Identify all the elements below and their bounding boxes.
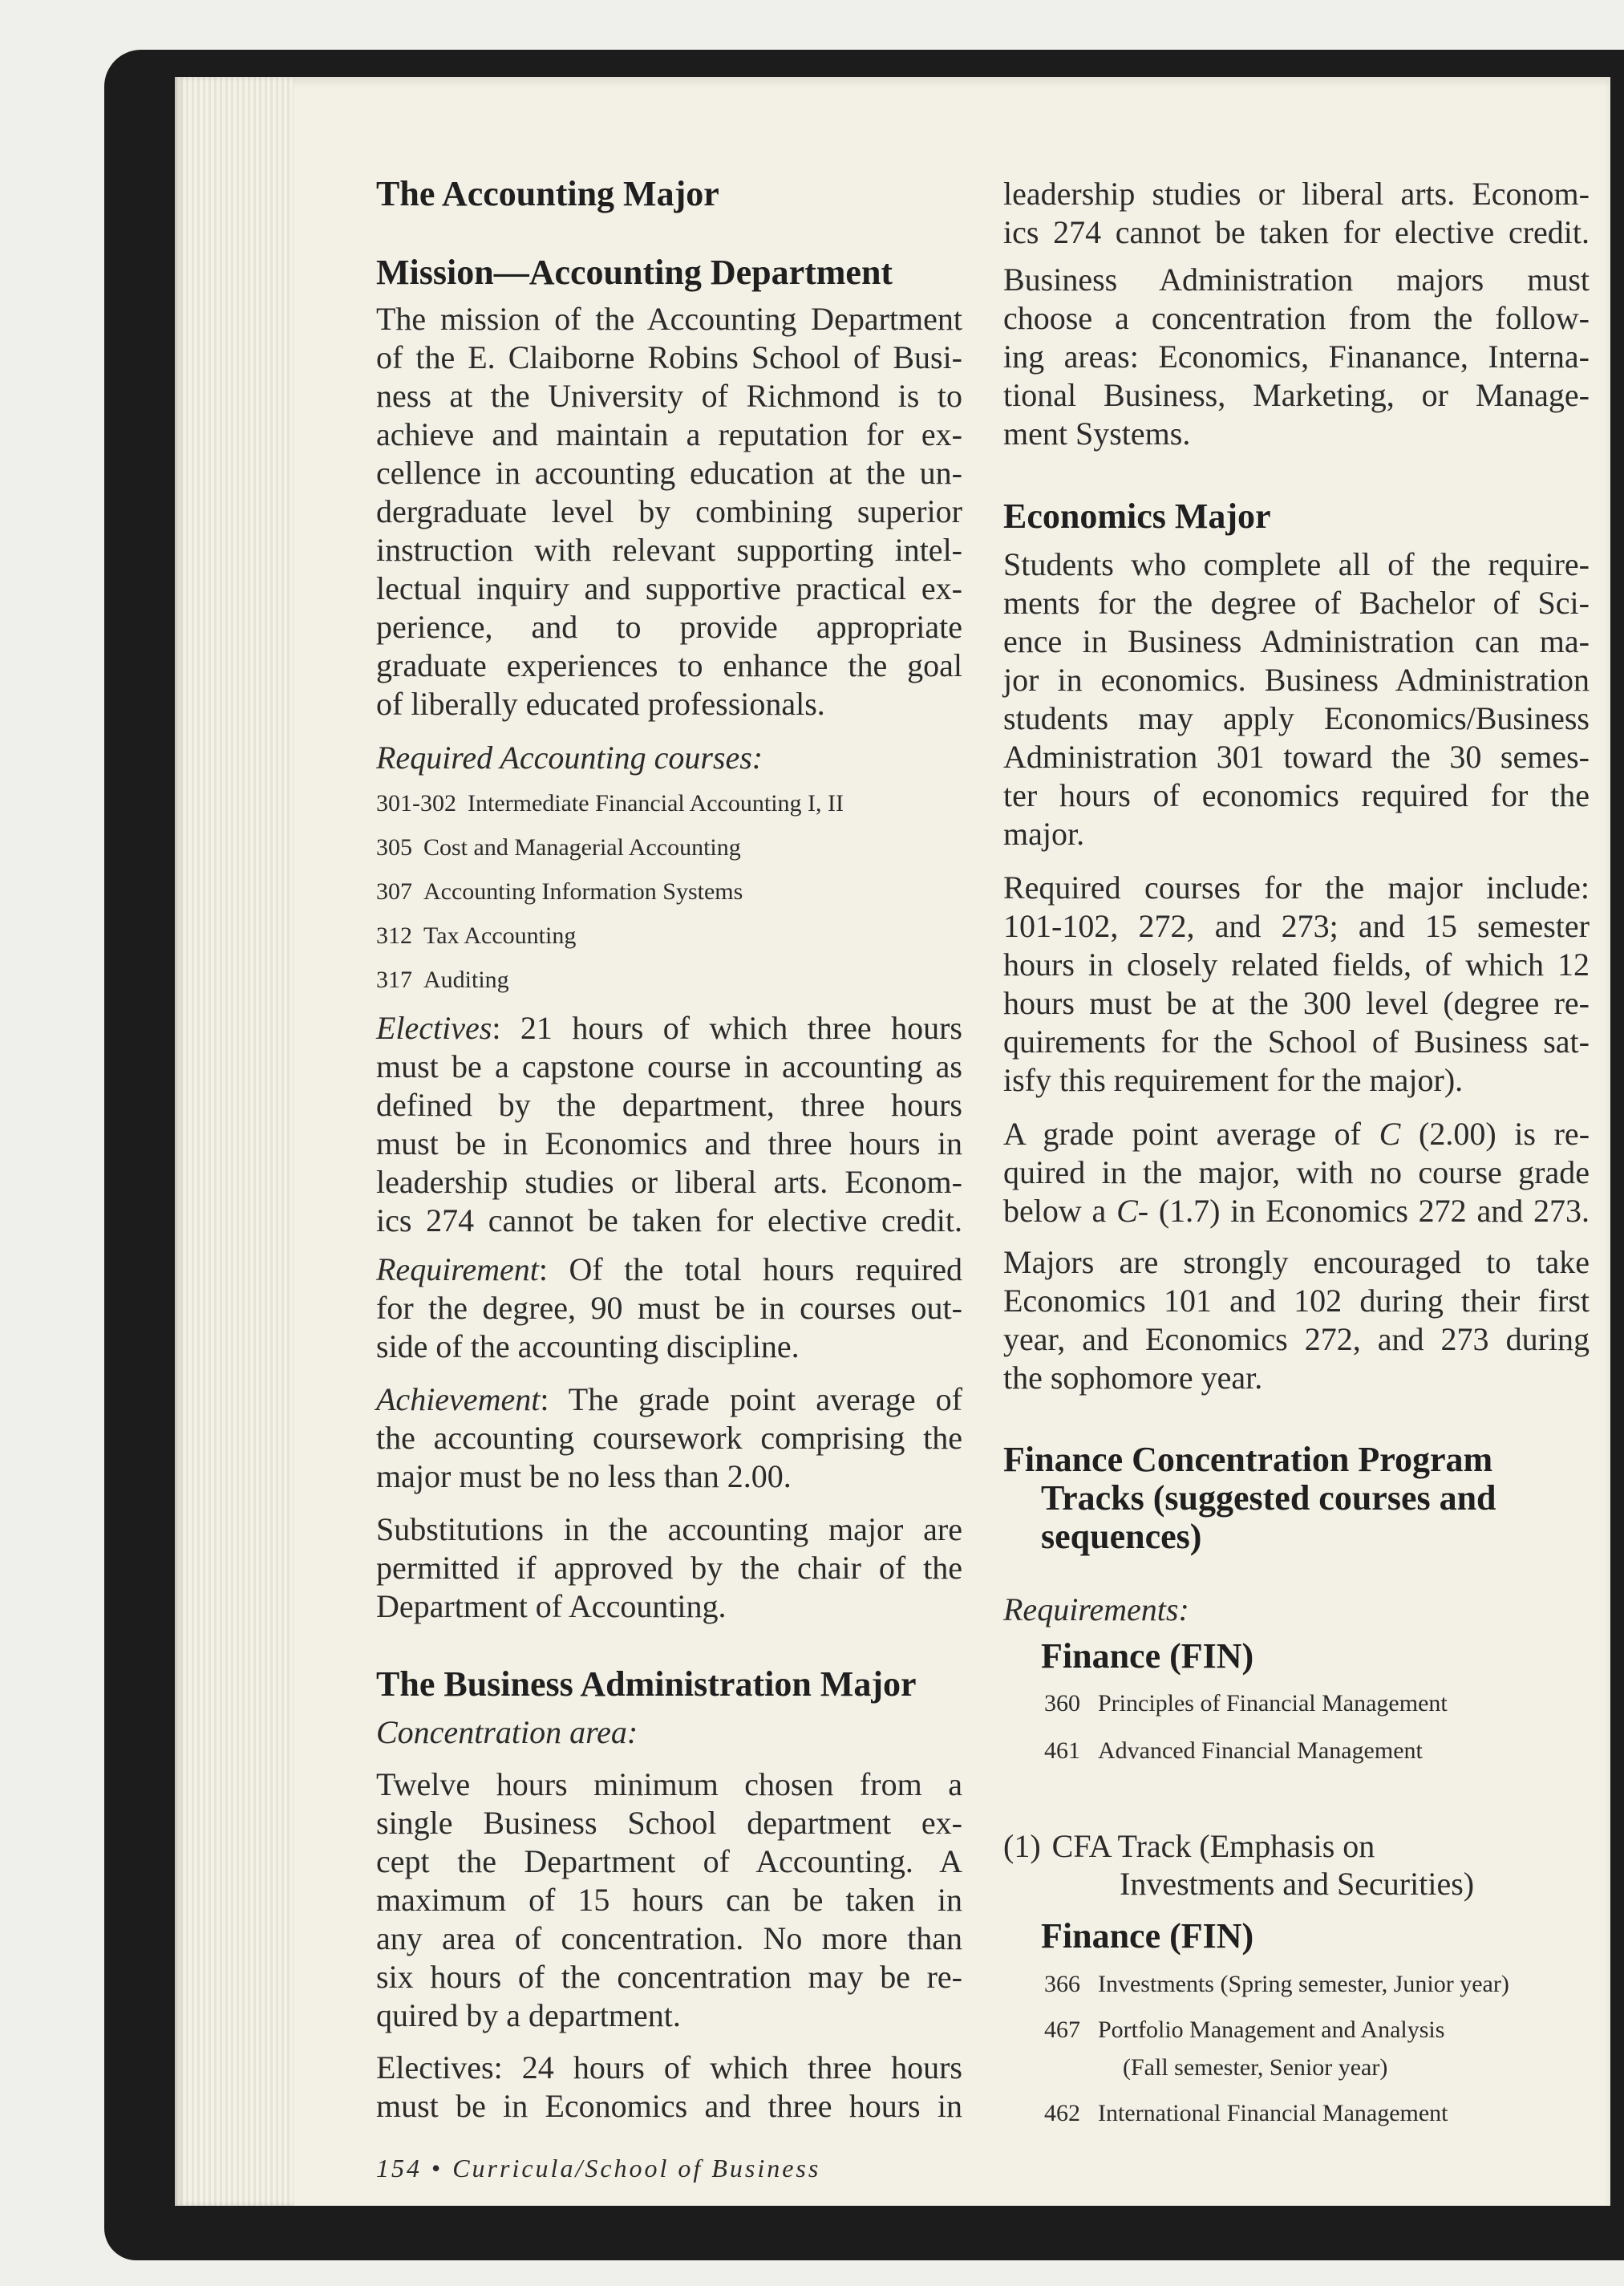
text-line: cellence in accounting education at the un- <box>376 455 962 491</box>
course-title: Intermediate Financial Accounting I, II <box>468 790 844 817</box>
text-line: ence in Business Administration can ma- <box>1003 623 1590 659</box>
text-line: quired in the major, with no course grade <box>1003 1154 1590 1190</box>
text-line: Business Administration majors must <box>1003 261 1590 298</box>
text-line: Required courses for the major include: <box>1003 869 1590 906</box>
course-title: Auditing <box>423 967 509 993</box>
text-line: must be in Economics and three hours in <box>376 1125 962 1161</box>
requirements-label: Requirements: <box>1003 1591 1189 1627</box>
text-segment: (2.00) is re- <box>1400 1116 1590 1152</box>
continued-paragraph <box>1003 175 1590 252</box>
text-segment: : The grade point average of <box>540 1381 962 1417</box>
requirement-label: Requirement <box>376 1251 539 1287</box>
text-line: jor in economics. Business Administration <box>1003 662 1590 698</box>
text-line: Department of Accounting. <box>376 1588 727 1624</box>
business-admin-heading: The Business Administration Major <box>376 1664 917 1704</box>
course-item <box>1044 1962 1509 2007</box>
text-line <box>376 1250 962 1289</box>
course-number: 301-302 <box>376 790 456 817</box>
finance-courses-list <box>1044 1680 1448 1774</box>
text-line: quirements for the School of Business sat- <box>1003 1023 1590 1060</box>
text-line: Majors are strongly encouraged to take <box>1003 1244 1590 1280</box>
mission-paragraph <box>376 300 962 723</box>
achievement-label: Achievement <box>376 1381 541 1417</box>
text-line: ing areas: Economics, Finanance, Interna- <box>1003 338 1590 375</box>
course-title: Principles of Financial Management <box>1098 1690 1448 1717</box>
text-line: permitted if approved by the chair of the <box>376 1550 962 1586</box>
text-segment: : 21 hours of which three hours <box>492 1010 962 1046</box>
text-line: choose a concentration from the follow- <box>1003 300 1590 336</box>
course-continuation: (Fall semester, Senior year) <box>1123 2054 1388 2081</box>
substitutions-paragraph <box>376 1510 962 1626</box>
text-line: Administration 301 toward the 30 semes- <box>1003 739 1590 775</box>
text-line: of the E. Claiborne Robins School of Busi- <box>376 339 962 375</box>
text-line: tional Business, Marketing, or Manage- <box>1003 377 1590 413</box>
heading-line: Finance Concentration Program <box>1003 1440 1493 1479</box>
course-number: 467 <box>1044 2016 1080 2043</box>
text-line: must be in Economics and three hours in <box>376 2088 962 2124</box>
required-courses-paragraph <box>1003 869 1590 1100</box>
text-line: the sophomore year. <box>1003 1360 1263 1396</box>
text-line: ness at the University of Richmond is to <box>376 378 962 414</box>
course-title: Advanced Financial Management <box>1098 1737 1423 1764</box>
text-line: ics 274 cannot be taken for elective credit. <box>1003 214 1590 250</box>
majors-paragraph <box>1003 261 1590 453</box>
concentration-label: Concentration area: <box>376 1714 638 1750</box>
course-number: 366 <box>1044 1971 1080 1997</box>
course-number: 305 <box>376 834 412 861</box>
requirement-paragraph <box>376 1250 962 1366</box>
text-line: The mission of the Accounting Department <box>376 301 962 337</box>
track-marker: (1) <box>1003 1828 1041 1864</box>
page-footer <box>376 2152 820 2184</box>
text-line: of liberally educated professionals. <box>376 686 825 722</box>
text-line: isfy this requirement for the major). <box>1003 1062 1464 1098</box>
grade-letter: C- <box>1116 1193 1149 1229</box>
text-line: six hours of the concentration may be re- <box>376 1959 962 1995</box>
text-line: lectual inquiry and supportive practical ex- <box>376 570 962 606</box>
course-number: 360 <box>1044 1690 1080 1717</box>
page-fore-edge <box>175 77 294 2206</box>
course-item <box>376 825 962 869</box>
heading-line: sequences) <box>1041 1517 1202 1556</box>
text-segment: : Of the total hours required <box>538 1251 962 1287</box>
electives-paragraph <box>376 1009 962 1240</box>
text-line: Twelve hours minimum chosen from a <box>376 1766 962 1802</box>
text-line: year, and Economics 272, and 273 during <box>1003 1321 1590 1357</box>
course-title: Accounting Information Systems <box>423 878 743 905</box>
text-line: perience, and to provide appropriate <box>376 609 962 645</box>
text-segment: A grade point average of <box>1003 1116 1379 1152</box>
text-line: hours in closely related fields, of which 12 <box>1003 946 1590 983</box>
course-item <box>1044 2091 1448 2136</box>
course-number: 461 <box>1044 1737 1080 1764</box>
text-line: Substitutions in the accounting major are <box>376 1511 962 1547</box>
text-line: Students who complete all of the require- <box>1003 546 1590 582</box>
text-line: Economics 101 and 102 during their first <box>1003 1283 1590 1319</box>
economics-major-heading: Economics Major <box>1003 497 1271 536</box>
required-courses-list <box>376 781 962 1002</box>
text-line: 101-102, 272, and 273; and 15 semester <box>1003 908 1590 944</box>
text-line <box>376 1009 962 1048</box>
text-line: ments for the degree of Bachelor of Sci- <box>1003 585 1590 621</box>
course-title: Cost and Managerial Accounting <box>423 834 741 861</box>
text-line: hours must be at the 300 level (degree re- <box>1003 985 1590 1021</box>
accounting-major-heading: The Accounting Major <box>376 174 719 213</box>
course-title: International Financial Management <box>1098 2100 1448 2126</box>
cfa-finance-subheading: Finance (FIN) <box>1041 1916 1254 1956</box>
cfa-track-line-continued: Investments and Securities) <box>1120 1866 1475 1902</box>
course-number: 462 <box>1044 2100 1080 2126</box>
mission-heading: Mission—Accounting Department <box>376 253 893 292</box>
encouraged-paragraph <box>1003 1243 1590 1397</box>
text-line <box>1003 1115 1590 1153</box>
course-title: Portfolio Management and Analysis <box>1098 2016 1445 2043</box>
course-item <box>376 958 962 1002</box>
course-item <box>376 914 962 958</box>
grade-paragraph <box>1003 1115 1590 1230</box>
text-segment: (1.7) in Economics 272 and 273. <box>1148 1193 1590 1229</box>
achievement-paragraph <box>376 1380 962 1496</box>
text-line: students may apply Economics/Business <box>1003 700 1590 736</box>
concentration-paragraph <box>376 1765 962 2035</box>
text-segment: below a <box>1003 1193 1117 1229</box>
text-line: dergraduate level by combining superior <box>376 493 962 529</box>
course-number: 312 <box>376 922 412 949</box>
electives-business-paragraph <box>376 2049 962 2126</box>
required-courses-label: Required Accounting courses: <box>376 740 763 776</box>
text-line: instruction with relevant supporting intel- <box>376 532 962 568</box>
text-line: graduate experiences to enhance the goal <box>376 647 962 683</box>
course-item <box>1044 1680 1448 1727</box>
course-number: 317 <box>376 967 412 993</box>
text-line: the accounting coursework comprising the <box>376 1420 962 1456</box>
finance-subheading: Finance (FIN) <box>1041 1636 1254 1676</box>
text-line: defined by the department, three hours <box>376 1087 962 1123</box>
course-title: Investments (Spring semester, Junior year) <box>1098 1971 1509 1997</box>
text-line: ter hours of economics required for the <box>1003 777 1590 813</box>
students-paragraph <box>1003 545 1590 853</box>
text-line <box>376 1380 962 1419</box>
course-number: 307 <box>376 878 412 905</box>
heading-line: Tracks (suggested courses and <box>1041 1478 1496 1518</box>
text-line: leadership studies or liberal arts. Econom- <box>1003 176 1590 212</box>
text-line: maximum of 15 hours can be taken in <box>376 1882 962 1918</box>
bullet-separator: • <box>431 2154 443 2183</box>
text-line: leadership studies or liberal arts. Econom- <box>376 1164 962 1200</box>
course-title: Tax Accounting <box>423 922 577 949</box>
course-item <box>1044 1727 1448 1774</box>
text-line: ment Systems. <box>1003 415 1191 452</box>
text-line: major must be no less than 2.00. <box>376 1458 792 1494</box>
finance-concentration-heading <box>1003 1441 1590 1556</box>
track-title: CFA Track (Emphasis on <box>1051 1828 1375 1864</box>
text-line: achieve and maintain a reputation for ex- <box>376 416 962 452</box>
text-line: Electives: 24 hours of which three hours <box>376 2049 962 2085</box>
running-footer-section: Curricula/School of Business <box>452 2154 821 2183</box>
course-item <box>376 781 962 825</box>
electives-label: Electives <box>376 1010 492 1046</box>
text-line: major. <box>1003 816 1085 852</box>
page-number: 154 <box>376 2154 422 2183</box>
text-line <box>1003 1192 1590 1230</box>
text-line: single Business School department ex- <box>376 1805 962 1841</box>
text-line: must be a capstone course in accounting as <box>376 1048 962 1084</box>
text-line: side of the accounting discipline. <box>376 1328 800 1364</box>
text-line: ics 274 cannot be taken for elective credit. <box>376 1202 962 1238</box>
text-line: any area of concentration. No more than <box>376 1920 962 1956</box>
text-line: cept the Department of Accounting. A <box>376 1843 962 1879</box>
course-item <box>376 869 962 914</box>
text-line: for the degree, 90 must be in courses out- <box>376 1290 962 1326</box>
cfa-track-line <box>1003 1827 1375 1866</box>
text-line: quired by a department. <box>376 1997 681 2033</box>
grade-letter: C <box>1379 1116 1401 1152</box>
